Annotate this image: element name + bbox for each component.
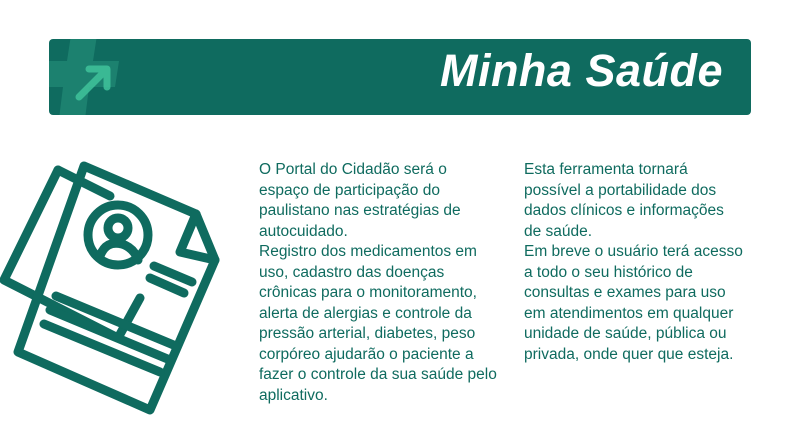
portability-description: Esta ferramenta tornará possível a portabilidade dos dados clínicos e informações de saúde. <box>524 161 724 240</box>
history-description: Em breve o usuário terá acesso a todo o seu histórico de consultas e exames para uso em atendimentos em qualquer unidade de saúde, pública ou privada, onde quer que esteja. <box>524 243 743 363</box>
header-banner <box>49 39 751 115</box>
right-text-column <box>524 160 744 365</box>
features-description: Registro dos medicamentos em uso, cadastro das doenças crônicas para o monitoramento, alerta de alergias e controle da pressão arterial, diabetes, peso corpóreo ajudarão o paciente a fazer o controle da sua saúde pelo aplicativo. <box>259 243 497 404</box>
page-title: Minha Saúde <box>439 45 723 96</box>
health-cross-arrow-icon <box>49 39 139 115</box>
medical-record-documents-icon <box>0 148 235 443</box>
portal-description: O Portal do Cidadão será o espaço de participação do paulistano nas estratégias de autocuidado. <box>259 161 461 240</box>
left-text-column <box>259 160 499 406</box>
